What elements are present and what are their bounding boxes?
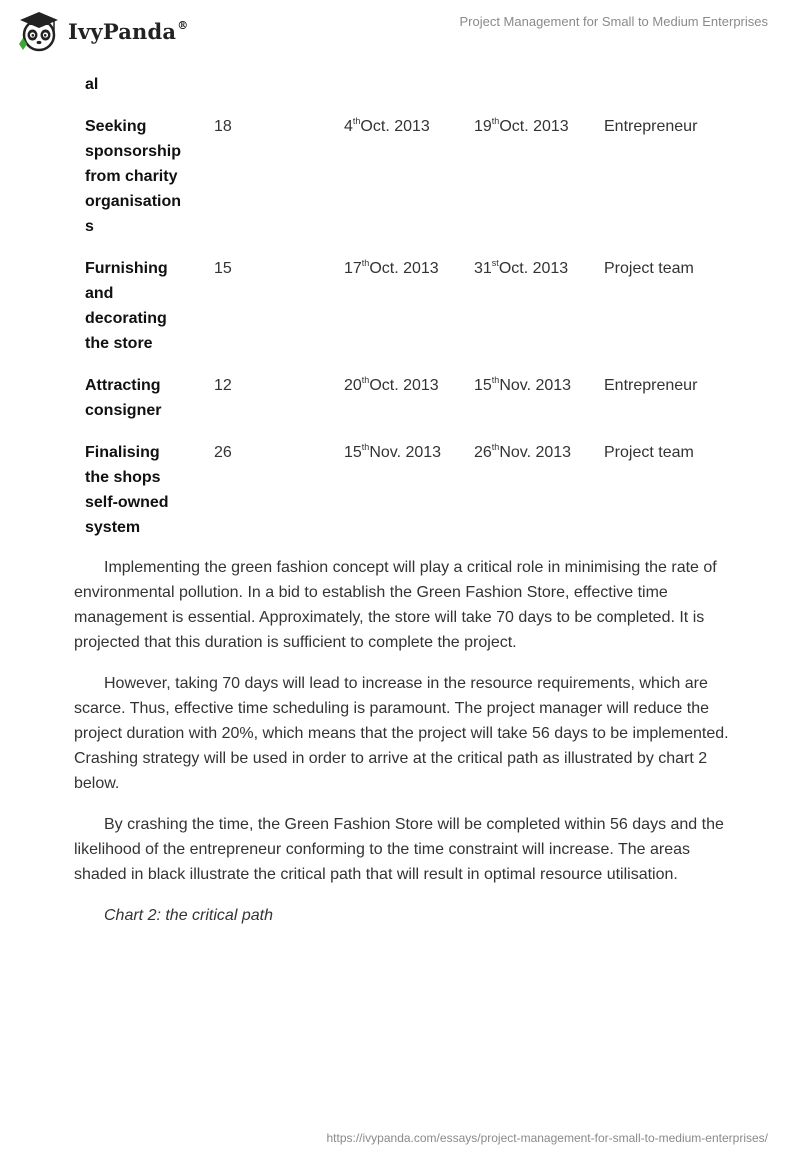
paragraph: Implementing the green fashion concept will play a critical role in minimising the rate of environmental pollution. In a bid to establish the Green Fashion Store, effective time management is essential. Approximately, the store will take 70 days to be completed. It is projected that this duration is sufficient to complete the project. (74, 559, 717, 651)
duration-cell: 12 (214, 377, 232, 394)
end-date-cell: 15thNov. 2013 (474, 375, 572, 394)
task-name-fragment: al (85, 76, 99, 93)
end-date-cell: 19thOct. 2013 (474, 116, 569, 135)
start-date-cell: 15thNov. 2013 (344, 442, 442, 461)
paragraph: However, taking 70 days will lead to increase in the resource requirements, which are scarce. Thus, effective time scheduling is paramount. The project manager will reduce the project duration with 20%, which means that the project will take 56 days to be implemented. Crashing strategy will be used in order to arrive at the critical path as illustrated by chart 2 below. (74, 675, 729, 792)
task-name-line: and (85, 285, 114, 302)
responsible-cell: Entrepreneur (604, 118, 698, 135)
task-name-line: system (85, 519, 141, 536)
chart-caption: Chart 2: the critical path (104, 907, 273, 924)
task-name (85, 114, 214, 239)
responsible-cell: Project team (604, 260, 694, 277)
start-date-cell: 4thOct. 2013 (344, 116, 430, 135)
task-name-line: sponsorship (85, 143, 182, 160)
task-name (85, 440, 214, 540)
page-title: Project Management for Small to Medium Enterprises (459, 14, 768, 29)
panda-logo-icon (16, 8, 62, 54)
task-name-line: organisation (85, 193, 182, 210)
duration-cell: 18 (214, 118, 232, 135)
schedule-table (85, 72, 745, 540)
task-name (85, 256, 214, 356)
task-name-line: Furnishing (85, 260, 168, 277)
table-row (85, 440, 745, 540)
task-name-line: the shops (85, 469, 161, 486)
start-date-cell: 17thOct. 2013 (344, 258, 439, 277)
task-name (85, 373, 214, 423)
task-name-line: Attracting (85, 377, 161, 394)
source-url[interactable]: https://ivypanda.com/essays/project-management-for-small-to-medium-enterprises/ (326, 1131, 768, 1145)
task-name-line: decorating (85, 310, 167, 327)
end-date-cell: 31stOct. 2013 (474, 258, 569, 277)
responsible-cell: Project team (604, 444, 694, 461)
site-logo[interactable] (16, 8, 188, 54)
table-row-fragment (85, 72, 745, 97)
task-name-line: from charity (85, 168, 178, 185)
paragraph: By crashing the time, the Green Fashion Store will be completed within 56 days and the likelihood of the entrepreneur conforming to the time constraint will increase. The areas shaded in black illustrate the critical path that will result in optimal resource utilisation. (74, 816, 724, 883)
task-name-line: the store (85, 335, 153, 352)
table-row (85, 256, 745, 356)
brand-name: IvyPanda® (68, 18, 189, 44)
task-name-line: consigner (85, 402, 162, 419)
task-name-line: self-owned (85, 494, 169, 511)
table-row (85, 114, 745, 239)
end-date-cell: 26thNov. 2013 (474, 442, 572, 461)
task-name-line: Seeking (85, 118, 147, 135)
duration-cell: 15 (214, 260, 232, 277)
task-name-line: Finalising (85, 444, 160, 461)
table-row (85, 373, 745, 423)
responsible-cell: Entrepreneur (604, 377, 698, 394)
start-date-cell: 20thOct. 2013 (344, 375, 439, 394)
body-text (74, 555, 734, 928)
task-name-line: s (85, 218, 94, 235)
duration-cell: 26 (214, 444, 232, 461)
